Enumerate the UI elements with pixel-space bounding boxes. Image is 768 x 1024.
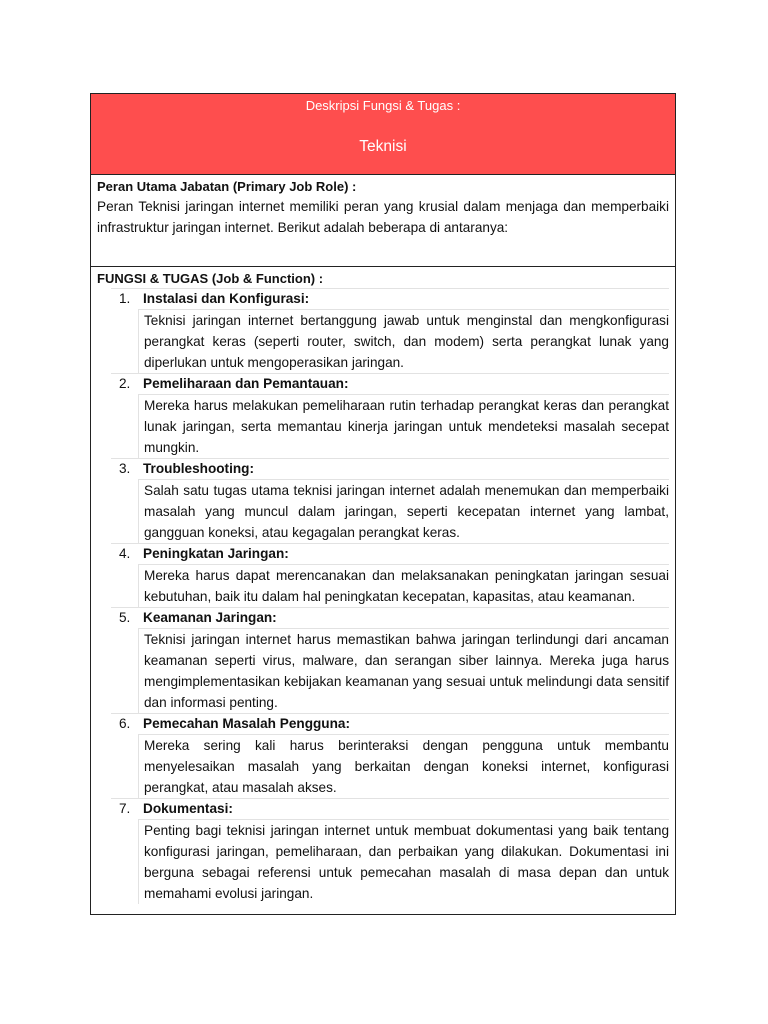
list-item: [91, 543, 675, 607]
item-head: [111, 458, 669, 479]
item-head: [111, 713, 669, 734]
item-description: Mereka harus dapat merencanakan dan melaksanakan peningkatan jaringan sesuai kebutuhan, baik itu dalam hal peningkatan kecepatan, kapasitas, atau keamanan.: [138, 564, 669, 607]
role-text: Peran Teknisi jaringan internet memiliki peran yang krusial dalam menjaga dan memperbaiki infrastruktur jaringan internet. Berikut adalah beberapa di antaranya:: [97, 199, 669, 235]
item-number: 7.: [119, 801, 131, 816]
item-head: [111, 798, 669, 819]
item-title: Troubleshooting:: [143, 461, 254, 476]
table-header: [91, 94, 675, 175]
item-title: Pemeliharaan dan Pemantauan:: [143, 376, 349, 391]
item-description: Penting bagi teknisi jaringan internet untuk membuat dokumentasi yang baik tentang konfigurasi jaringan, pemeliharaan, dan perbaikan yang dilakukan. Dokumentasi ini berguna sebagai referensi untuk pemecahan masalah di masa depan dan untuk memahami evolusi jaringan.: [138, 819, 669, 904]
item-number: 1.: [119, 291, 131, 306]
header-subtitle: Deskripsi Fungsi & Tugas :: [305, 98, 461, 113]
item-description: Mereka sering kali harus berinteraksi dengan pengguna untuk membantu menyelesaikan masalah yang berkaitan dengan koneksi internet, konfigurasi perangkat, atau masalah akses.: [138, 734, 669, 798]
list-item: [91, 798, 675, 904]
functions-heading: FUNGSI & TUGAS (Job & Function) :: [97, 271, 324, 286]
item-number: 6.: [119, 716, 131, 731]
item-title: Keamanan Jaringan:: [143, 610, 277, 625]
item-head: [111, 373, 669, 394]
item-title: Dokumentasi:: [143, 801, 233, 816]
item-head: [111, 607, 669, 628]
header-title: Teknisi: [359, 138, 407, 155]
list-item: [91, 288, 675, 373]
list-item: [91, 607, 675, 713]
primary-role-section: [91, 175, 675, 267]
job-description-table: [90, 93, 676, 915]
item-title: Peningkatan Jaringan:: [143, 546, 289, 561]
item-description: Salah satu tugas utama teknisi jaringan internet adalah menemukan dan memperbaiki masalah yang muncul dalam jaringan, seperti kecepatan internet yang lambat, gangguan koneksi, atau kegagalan perangkat keras.: [138, 479, 669, 543]
functions-list: [91, 288, 675, 904]
item-head: [111, 288, 669, 309]
list-item: [91, 373, 675, 458]
item-title: Instalasi dan Konfigurasi:: [143, 291, 310, 306]
item-description: Teknisi jaringan internet harus memastikan bahwa jaringan terlindungi dari ancaman keamanan seperti virus, malware, dan serangan siber lainnya. Mereka juga harus mengimplementasikan kebijakan keamanan yang sesuai untuk melindungi data sensitif dan informasi penting.: [138, 628, 669, 713]
item-number: 2.: [119, 376, 131, 391]
item-number: 5.: [119, 610, 131, 625]
role-heading: Peran Utama Jabatan (Primary Job Role) :: [97, 179, 357, 194]
item-number: 4.: [119, 546, 131, 561]
item-description: Teknisi jaringan internet bertanggung jawab untuk menginstal dan mengkonfigurasi perangkat keras (seperti router, switch, dan modem) serta perangkat lunak yang diperlukan untuk mengoperasikan jaringan.: [138, 309, 669, 373]
item-description: Mereka harus melakukan pemeliharaan rutin terhadap perangkat keras dan perangkat lunak jaringan, serta memantau kinerja jaringan untuk mendeteksi masalah secepat mungkin.: [138, 394, 669, 458]
list-item: [91, 458, 675, 543]
functions-section: [91, 267, 675, 914]
item-number: 3.: [119, 461, 131, 476]
item-title: Pemecahan Masalah Pengguna:: [143, 716, 350, 731]
list-item: [91, 713, 675, 798]
item-head: [111, 543, 669, 564]
